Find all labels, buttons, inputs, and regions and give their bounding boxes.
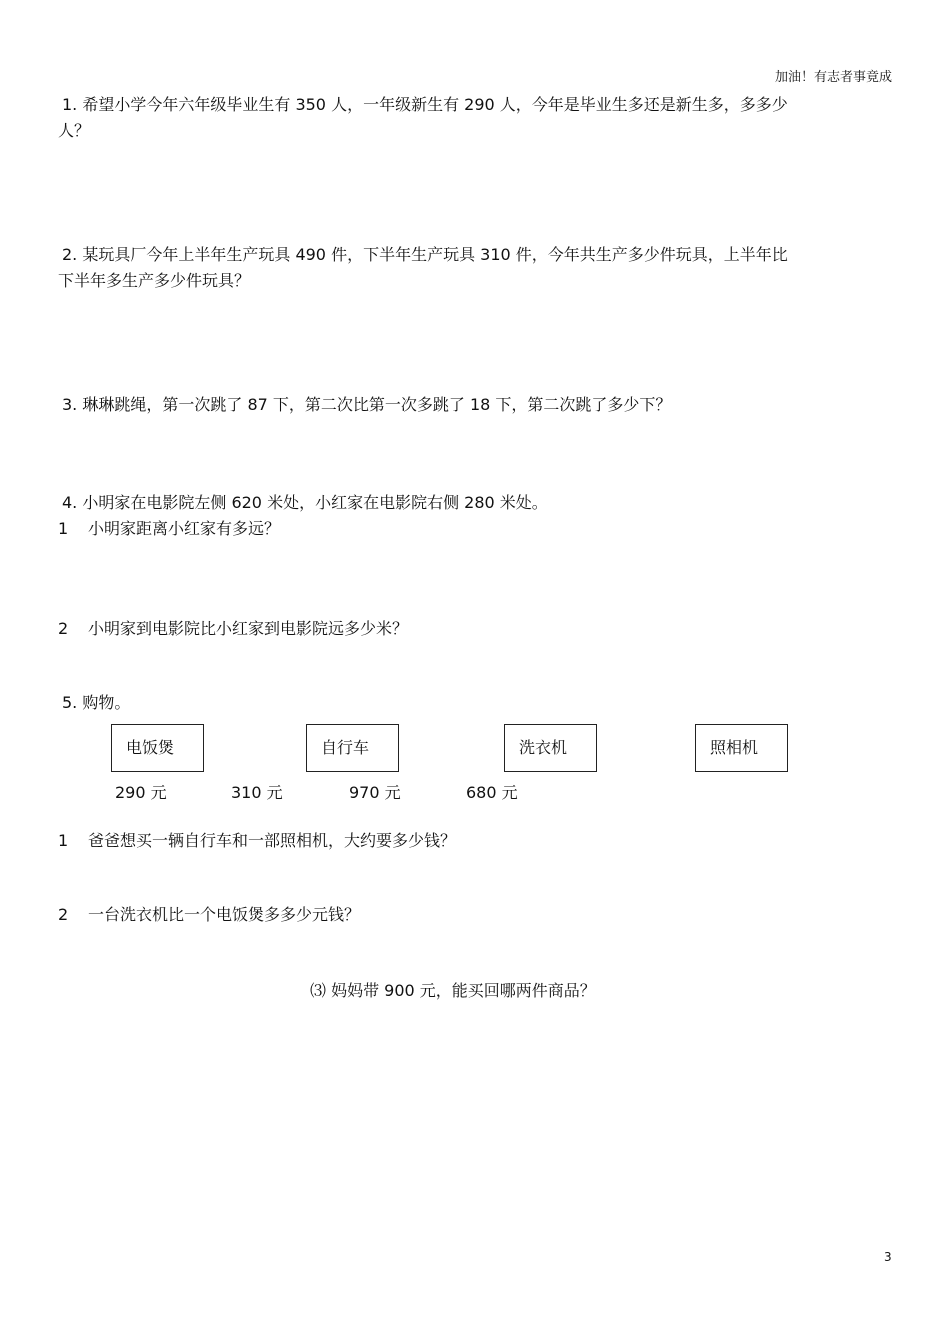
question-4-sub2-number: 2 — [58, 619, 69, 638]
question-4-sub2: 小明家到电影院比小红家到电影院远多少米？ — [88, 619, 409, 638]
question-5-sub2-number: 2 — [58, 905, 69, 924]
question-4: 4. 小明家在电影院左侧 620 米处，小红家在电影院右侧 280 米处。 — [62, 493, 548, 512]
question-1-line2: 人？ — [58, 121, 91, 140]
price-rice-cooker: 290 元 — [115, 783, 167, 802]
question-3: 3. 琳琳跳绳，第一次跳了 87 下，第二次比第一次多跳了 18 下，第二次跳了多少下？ — [62, 395, 672, 414]
price-bicycle: 310 元 — [231, 783, 283, 802]
question-4-sub1: 小明家距离小红家有多远？ — [88, 519, 281, 538]
question-5-sub1: 爸爸想买一辆自行车和一部照相机，大约要多少钱？ — [88, 831, 457, 850]
question-5-sub2: 一台洗衣机比一个电饭煲多多少元钱？ — [88, 905, 361, 924]
price-camera: 680 元 — [466, 783, 518, 802]
item-box-washing-machine: 洗衣机 — [504, 724, 597, 772]
item-box-camera: 照相机 — [695, 724, 788, 772]
item-box-bicycle: 自行车 — [306, 724, 399, 772]
question-5-sub3: ⑶ 妈妈带 900 元，能买回哪两件商品？ — [310, 981, 596, 1000]
page-number: 3 — [884, 1250, 892, 1264]
header-motto: 加油！有志者事竟成 — [774, 70, 892, 85]
question-4-sub1-number: 1 — [58, 519, 69, 538]
question-2-line1: 2. 某玩具厂今年上半年生产玩具 490 件，下半年生产玩具 310 件，今年共生产多少件玩具，上半年比 — [62, 245, 788, 264]
question-2-line2: 下半年多生产多少件玩具？ — [58, 271, 251, 290]
question-5-sub1-number: 1 — [58, 831, 69, 850]
price-washing-machine: 970 元 — [349, 783, 401, 802]
question-5: 5. 购物。 — [62, 693, 131, 712]
question-1-line1: 1. 希望小学今年六年级毕业生有 350 人，一年级新生有 290 人，今年是毕业生多还是新生多，多多少 — [62, 95, 788, 114]
item-box-rice-cooker: 电饭煲 — [111, 724, 204, 772]
